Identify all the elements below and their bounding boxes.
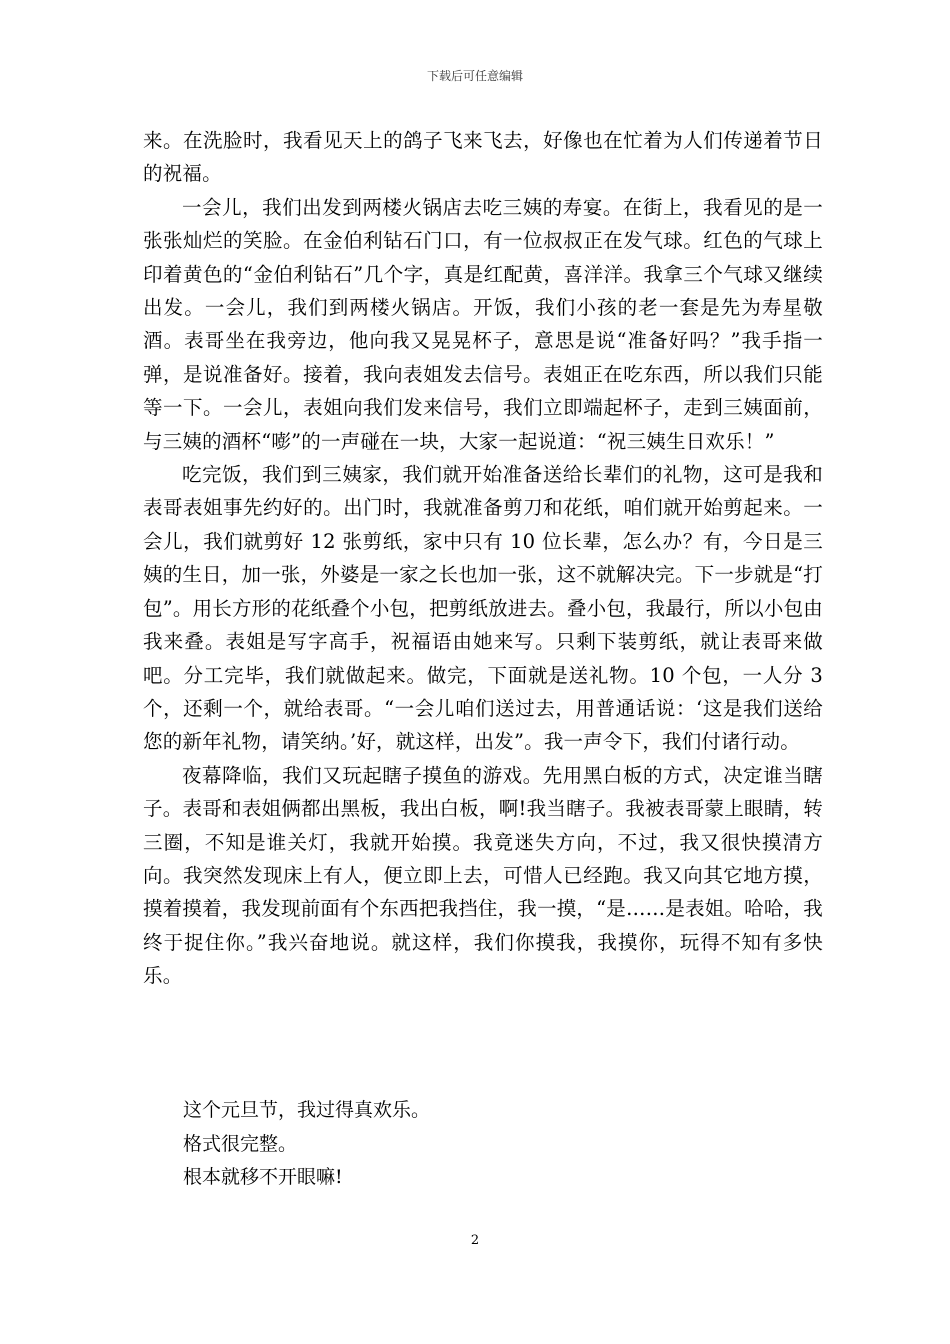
paragraph-paper-cut-gifts: 吃完饭，我们到三姨家，我们就开始准备送给长辈们的礼物，这可是我和表哥表姐事先约好的。出门时，我就准备剪刀和花纸，咱们就开始剪起来。一会儿，我们就剪好 12 张剪纸，家中只有 10 位长辈，怎么办？有，今日是三姨的生日，加一张，外婆是一家之长也加一张，这不就解决完。下一步就是“打包”。用长方形的花纸叠个小包，把剪纸放进去。叠小包，我最行，所以小包由我来叠。表姐是写字高手，祝福语由她来写。只剩下装剪纸，就让表哥来做吧。分工完毕，我们就做起来。做完，下面就是送礼物。10 个包，一人分 3 个，还剩一个，就给表哥。“一会儿咱们送过去，用普通话说：‘这是我们送给您的新年礼物，请笑纳。’好，就这样，出发”。我一声令下，我们付诸行动。 — [143, 463, 823, 754]
paragraph-continuation: 来。在洗脸时，我看见天上的鸽子飞来飞去，好像也在忙着为人们传递着节日的祝福。 — [143, 129, 823, 186]
closing-line: 这个元旦节，我过得真欢乐。 — [183, 1099, 431, 1121]
page-number: 2 — [470, 1233, 480, 1248]
document-body — [143, 124, 823, 993]
closing-line: 格式很完整。 — [183, 1132, 298, 1155]
paragraph-blind-mans-game: 夜幕降临，我们又玩起瞎子摸鱼的游戏。先用黑白板的方式，决定谁当瞎子。表哥和表姐俩都出黑板，我出白板，啊!我当瞎子。我被表哥蒙上眼睛，转三圈，不知是谁关灯，我就开始摸。我竟迷失方向，不过，我又很快摸清方向。我突然发现床上有人，便立即上去，可惜人已经跑。我又向其它地方摸，摸着摸着，我发现前面有个东西把我挡住，我一摸，“是……是表姐。哈哈，我终于捉住你。”我兴奋地说。就这样，我们你摸我，我摸你，玩得不知有多快乐。 — [143, 763, 823, 988]
paragraph-birthday-banquet: 一会儿，我们出发到两楼火锅店去吃三姨的寿宴。在街上，我看见的是一张张灿烂的笑脸。在金伯利钻石门口，有一位叔叔正在发气球。红色的气球上印着黄色的“金伯利钻石”几个字，真是红配黄，喜洋洋。我拿三个气球又继续出发。一会儿，我们到两楼火锅店。开饭，我们小孩的老一套是先为寿星敬酒。表哥坐在我旁边，他向我又晃晃杯子，意思是说“准备好吗？”我手指一弹，是说准备好。接着，我向表姐发去信号。表姐正在吃东西，所以我们只能等一下。一会儿，表姐向我们发来信号，我们立即端起杯子，走到三姨面前，与三姨的酒杯“嘭”的一声碰在一块，大家一起说道：“祝三姨生日欢乐！” — [143, 195, 823, 453]
page-header: 下载后可任意编辑 — [426, 69, 523, 83]
closing-section — [183, 1094, 803, 1195]
closing-line: 根本就移不开眼嘛! — [183, 1166, 343, 1188]
